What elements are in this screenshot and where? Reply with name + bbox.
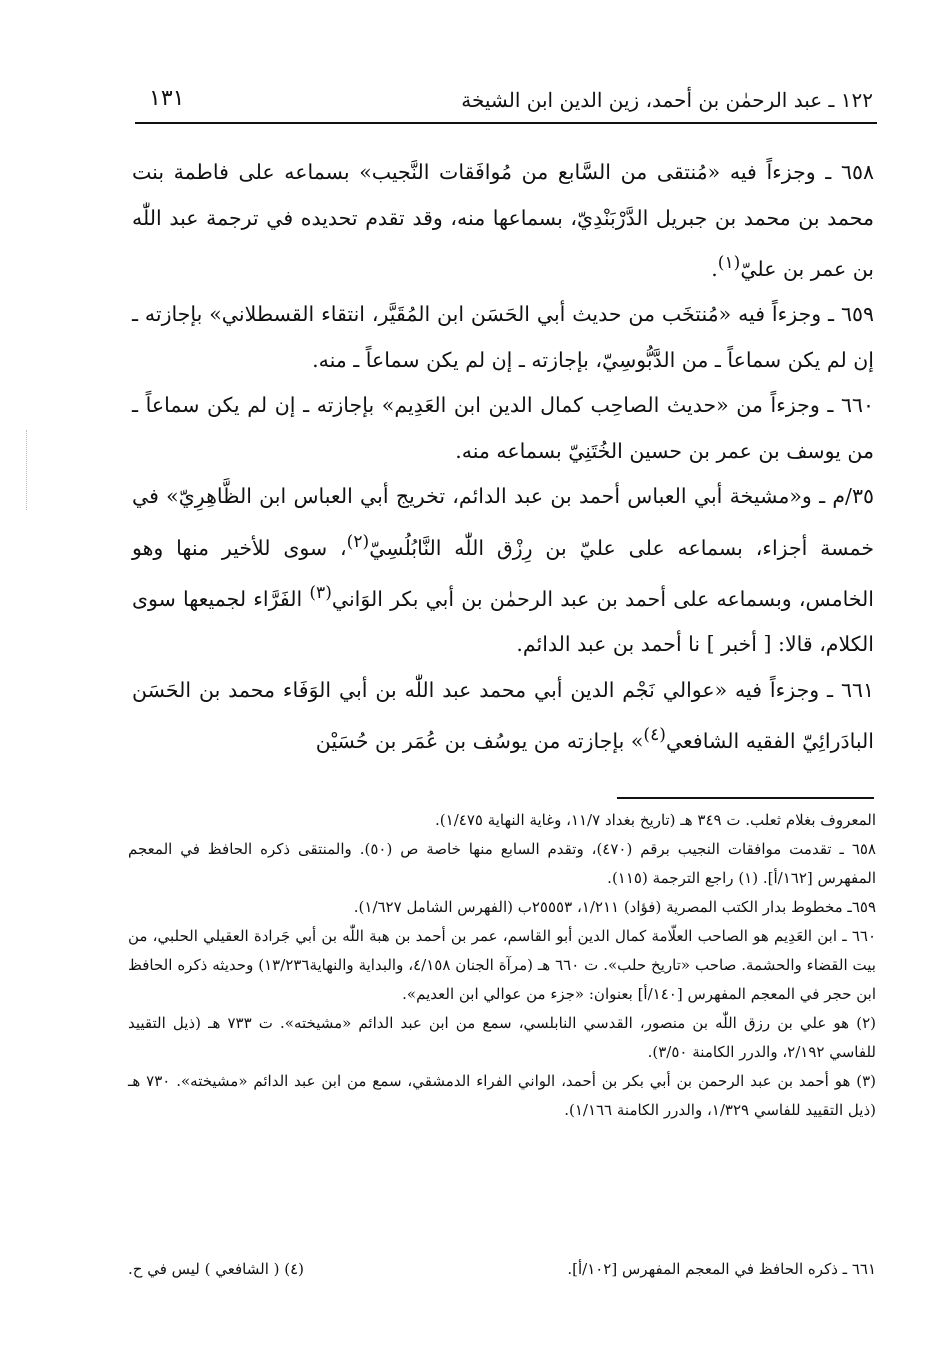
footnote-ref-1[interactable]: (١) <box>717 253 741 273</box>
footnote-658: ٦٥٨ ـ تقدمت موافقات النجيب برقم (٤٧٠)، وتقدم السابع منها خاصة ص (٥٠). والمنتقى ذكره الحافظ في المعجم المفهرس [١٦٢/أ]. (١) راجع الترجمة (١١٥). <box>128 840 876 887</box>
footnote-4: (٤) ( الشافعي ) ليس في ح. <box>128 1260 305 1278</box>
page-number: ١٣١ <box>149 86 185 111</box>
entry-35m-text-b: ، سوى للأخير منها وهو الخامس، وبسماعه على أحمد بن عبد الرحمٰن بن أبي بكر الوَاني <box>132 535 874 611</box>
entry-658 <box>132 150 874 292</box>
running-header <box>135 82 873 122</box>
scan-margin-mark <box>26 430 28 510</box>
entry-661-text-b: » بإجازته من يوسُف بن عُمَر بن حُسَيْن <box>315 729 644 754</box>
entry-658-text: ٦٥٨ ـ وجزءاً فيه «مُنتقى من السَّابع من مُوافَقات النَّجيب» بسماعه على فاطمة بنت محمد بن محمد بن جبريل الدَّرْبَنْدِيّ، بسماعها منه، وقد تقدم تحديده في ترجمة عبد اللّٰه بن عمر بن عليّ <box>132 160 874 281</box>
entry-35m-text-c: الفَرَّاء لجميعها سوى الكلام، قالا: [ أخبر ] نا أحمد بن عبد الدائم. <box>132 586 874 657</box>
entry-659: ٦٥٩ ـ وجزءاً فيه «مُنتخَب من حديث أبي الحَسَن ابن المُقَيَّر، انتقاء القسطلاني» بإجازته ـ إن لم يكن سماعاً ـ من الدَّبُّوسِيّ، بإجازته ـ إن لم يكن سماعاً ـ منه. <box>132 302 874 372</box>
footnote-continuation: المعروف بغلام ثعلب. ت ٣٤٩ هـ (تاريخ بغداد ١١/٧، وغاية النهاية ١/٤٧٥). <box>435 811 876 829</box>
header-rule <box>135 122 877 124</box>
footnote-659: ٦٥٩ـ مخطوط بدار الكتب المصرية (فؤاد) ١/٢١١، ٢٥٥٥٣ب (الفهرس الشامل ١/٦٢٧). <box>353 898 876 916</box>
footnote-ref-2[interactable]: (٢) <box>346 531 370 552</box>
footnote-2: (٢) هو علي بن رزق اللّٰه بن منصور، القدسي النابلسي، سمع من ابن عبد الدائم «مشيخته». ت ٧٣٣ هـ (ذيل التقييد للفاسي ٢/١٩٢، والدرر الكامنة ٣/٥٠). <box>128 1014 876 1061</box>
footnote-last-line <box>128 1255 876 1284</box>
main-text <box>132 150 874 765</box>
footnote-3: (٣) هو أحمد بن عبد الرحمن بن أبي بكر بن أحمد، الواني الفراء الدمشقي، سمع من ابن عبد الدائم «مشيخته». ٧٣٠ هـ (ذيل التقييد للفاسي ١/٣٢٩، والدرر الكامنة ١/١٦٦). <box>128 1072 876 1119</box>
entry-658-end: . <box>711 256 718 281</box>
footnote-661: ٦٦١ ـ ذكره الحافظ في المعجم المفهرس [١٠٢/أ]. <box>567 1260 876 1278</box>
footnote-ref-4[interactable]: (٤) <box>643 725 666 746</box>
entry-660: ٦٦٠ ـ وجزءاً من «حديث الصاحِب كمال الدين ابن العَدِيم» بإجازته ـ إن لم يكن سماعاً ـ من يوسف بن عمر بن حسين الخُتَنِيّ بسماعه منه. <box>132 393 874 463</box>
footnote-ref-3[interactable]: (٣) <box>309 583 332 604</box>
chapter-title: ١٢٢ ـ عبد الرحمٰن بن أحمد، زين الدين ابن الشيخة <box>461 88 873 112</box>
entry-661 <box>132 668 874 765</box>
footnote-660: ٦٦٠ ـ ابن العَدِيم هو الصاحب العلّامة كمال الدين أبو القاسم، عمر بن أحمد بن هبة اللّٰه بن أبي جَرادة العقيلي الحلبي، من بيت القضاء والحشمة. صاحب «تاريخ حلب». ت ٦٦٠ هـ (مرآة الجنان ٤/١٥٨، والبداية والنهاية١٣/٢٣٦) وحديثه ذكره الحافظ ابن حجر في المعجم المفهرس [١٤٠/أ] بعنوان: «جزء من عوالي ابن العديم». <box>128 927 876 1003</box>
entry-35m-text-a: ٣٥/م ـ و«مشيخة أبي العباس أحمد بن عبد الدائم، تخريج أبي العباس ابن الظَّاهِرِيّ» في خمسة أجزاء، بسماعه على عليّ بن رِزْق اللّٰه النَّابُلُسِيّ <box>132 484 874 560</box>
footnotes <box>128 806 876 1125</box>
footnote-rule <box>617 797 874 799</box>
entry-35m <box>132 474 874 668</box>
entry-661-text-a: ٦٦١ ـ وجزءاً فيه «عوالي نَجْم الدين أبي محمد عبد اللّٰه بن أبي الوَفَاء محمد بن الحَسَن البادَرائِيّ الفقيه الشافعي <box>132 677 874 754</box>
